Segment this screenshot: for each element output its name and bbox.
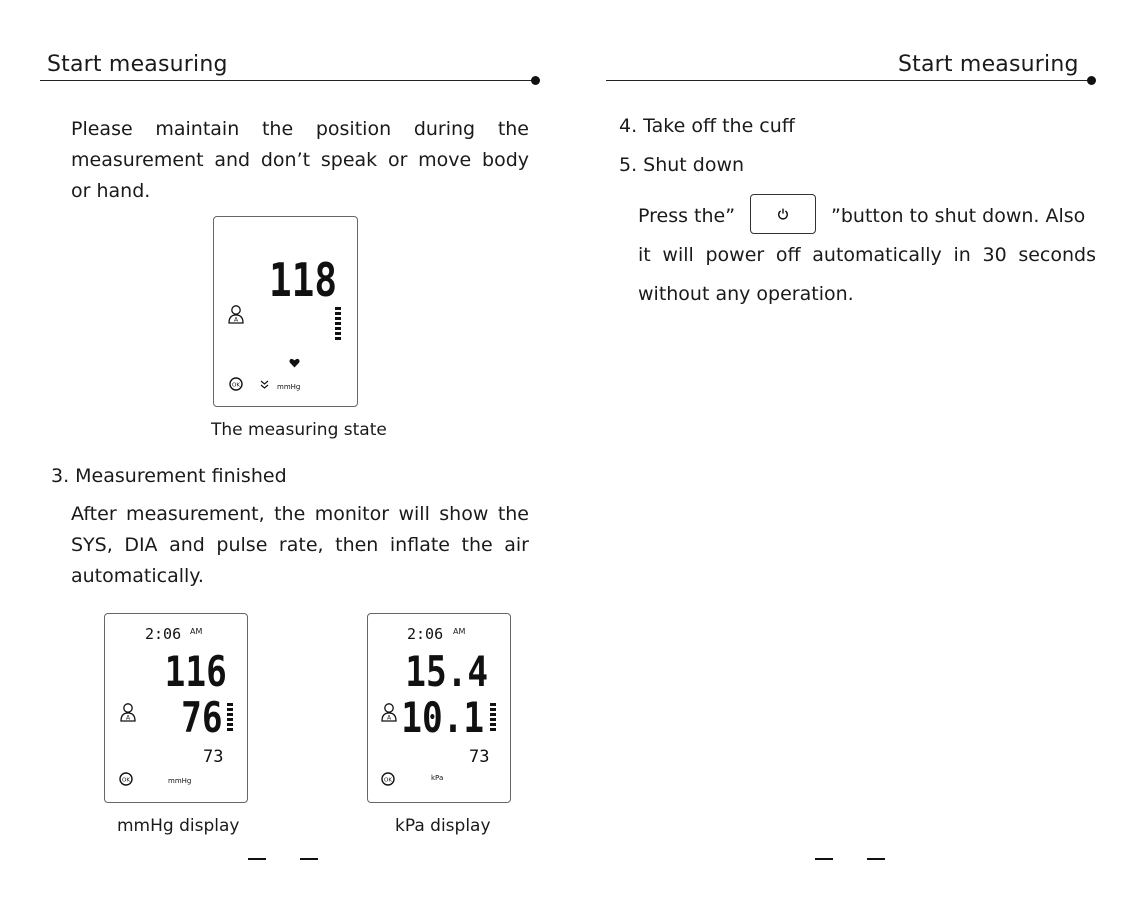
mmhg-caption: mmHg display	[117, 816, 240, 836]
svg-text:A: A	[386, 714, 392, 722]
step4-title: 4. Take off the cuff	[619, 115, 795, 137]
mmhg-unit: mmHg	[168, 777, 192, 785]
shutdown-line-2: it will power off automatically in 30 seconds	[638, 244, 1096, 266]
intro-line-3: or hand.	[71, 180, 151, 202]
step3-line-3: automatically.	[71, 565, 204, 587]
step5-title: 5. Shut down	[619, 154, 745, 176]
header-dot-left	[531, 76, 540, 85]
power-button[interactable]	[750, 194, 816, 234]
page-number-mark	[248, 858, 266, 860]
kpa-sys: 15.4	[405, 647, 488, 696]
page-number-mark	[815, 858, 833, 860]
intro-line-1: Please maintain the position during the	[71, 118, 529, 140]
step3-title: 3. Measurement finished	[51, 465, 287, 487]
page-number-mark	[867, 858, 885, 860]
heart-icon	[289, 358, 300, 368]
step3-line-1: After measurement, the monitor will show the	[71, 503, 529, 525]
mmhg-pulse: 73	[203, 747, 224, 767]
page-header-left: Start measuring	[47, 52, 228, 77]
kpa-caption: kPa display	[395, 816, 491, 836]
mmhg-time: 2:06	[145, 625, 182, 643]
kpa-ampm: AM	[453, 627, 466, 636]
svg-text:A: A	[233, 316, 239, 324]
mmhg-sys: 116	[164, 647, 227, 696]
header-dot-right	[1087, 76, 1096, 85]
measuring-unit: mmHg	[277, 383, 301, 391]
user-a-icon	[119, 702, 137, 722]
kpa-level-bars	[490, 703, 496, 733]
ok-badge-icon	[119, 772, 133, 786]
svg-text:OK: OK	[232, 382, 240, 389]
svg-text:OK: OK	[384, 777, 392, 784]
step3-paragraph	[71, 499, 529, 592]
mmhg-dia: 76	[181, 693, 223, 742]
kpa-pulse: 73	[469, 747, 490, 767]
page-number-mark	[300, 858, 318, 860]
mmhg-level-bars	[227, 703, 233, 733]
kpa-unit: kPa	[431, 774, 444, 782]
lcd-mmhg	[104, 613, 248, 803]
double-chevron-down-icon	[260, 380, 269, 390]
shutdown-suffix: ”button to shut down. Also	[831, 205, 1086, 227]
intro-line-2: measurement and don’t speak or move body	[71, 149, 529, 171]
ok-badge-icon	[229, 377, 243, 391]
shutdown-line-3: without any operation.	[638, 283, 854, 305]
mmhg-ampm: AM	[190, 627, 203, 636]
svg-text:OK: OK	[122, 777, 130, 784]
ok-badge-icon	[381, 772, 395, 786]
user-a-icon	[380, 702, 398, 722]
header-rule-left	[40, 80, 535, 81]
measuring-reading: 118	[268, 253, 337, 307]
lcd-kpa	[367, 613, 511, 803]
power-icon	[777, 208, 789, 220]
svg-text:A: A	[125, 714, 131, 722]
shutdown-prefix: Press the”	[638, 205, 736, 227]
page-header-right: Start measuring	[898, 52, 1079, 77]
header-rule-right	[606, 80, 1092, 81]
user-a-icon	[227, 304, 245, 324]
measuring-caption: The measuring state	[211, 420, 387, 440]
kpa-dia: 10.1	[401, 693, 484, 742]
lcd-measuring	[213, 216, 358, 407]
step3-line-2: SYS, DIA and pulse rate, then inflate the air	[71, 534, 529, 556]
measuring-level-bars	[335, 307, 341, 342]
intro-paragraph	[71, 114, 529, 207]
kpa-time: 2:06	[407, 625, 444, 643]
